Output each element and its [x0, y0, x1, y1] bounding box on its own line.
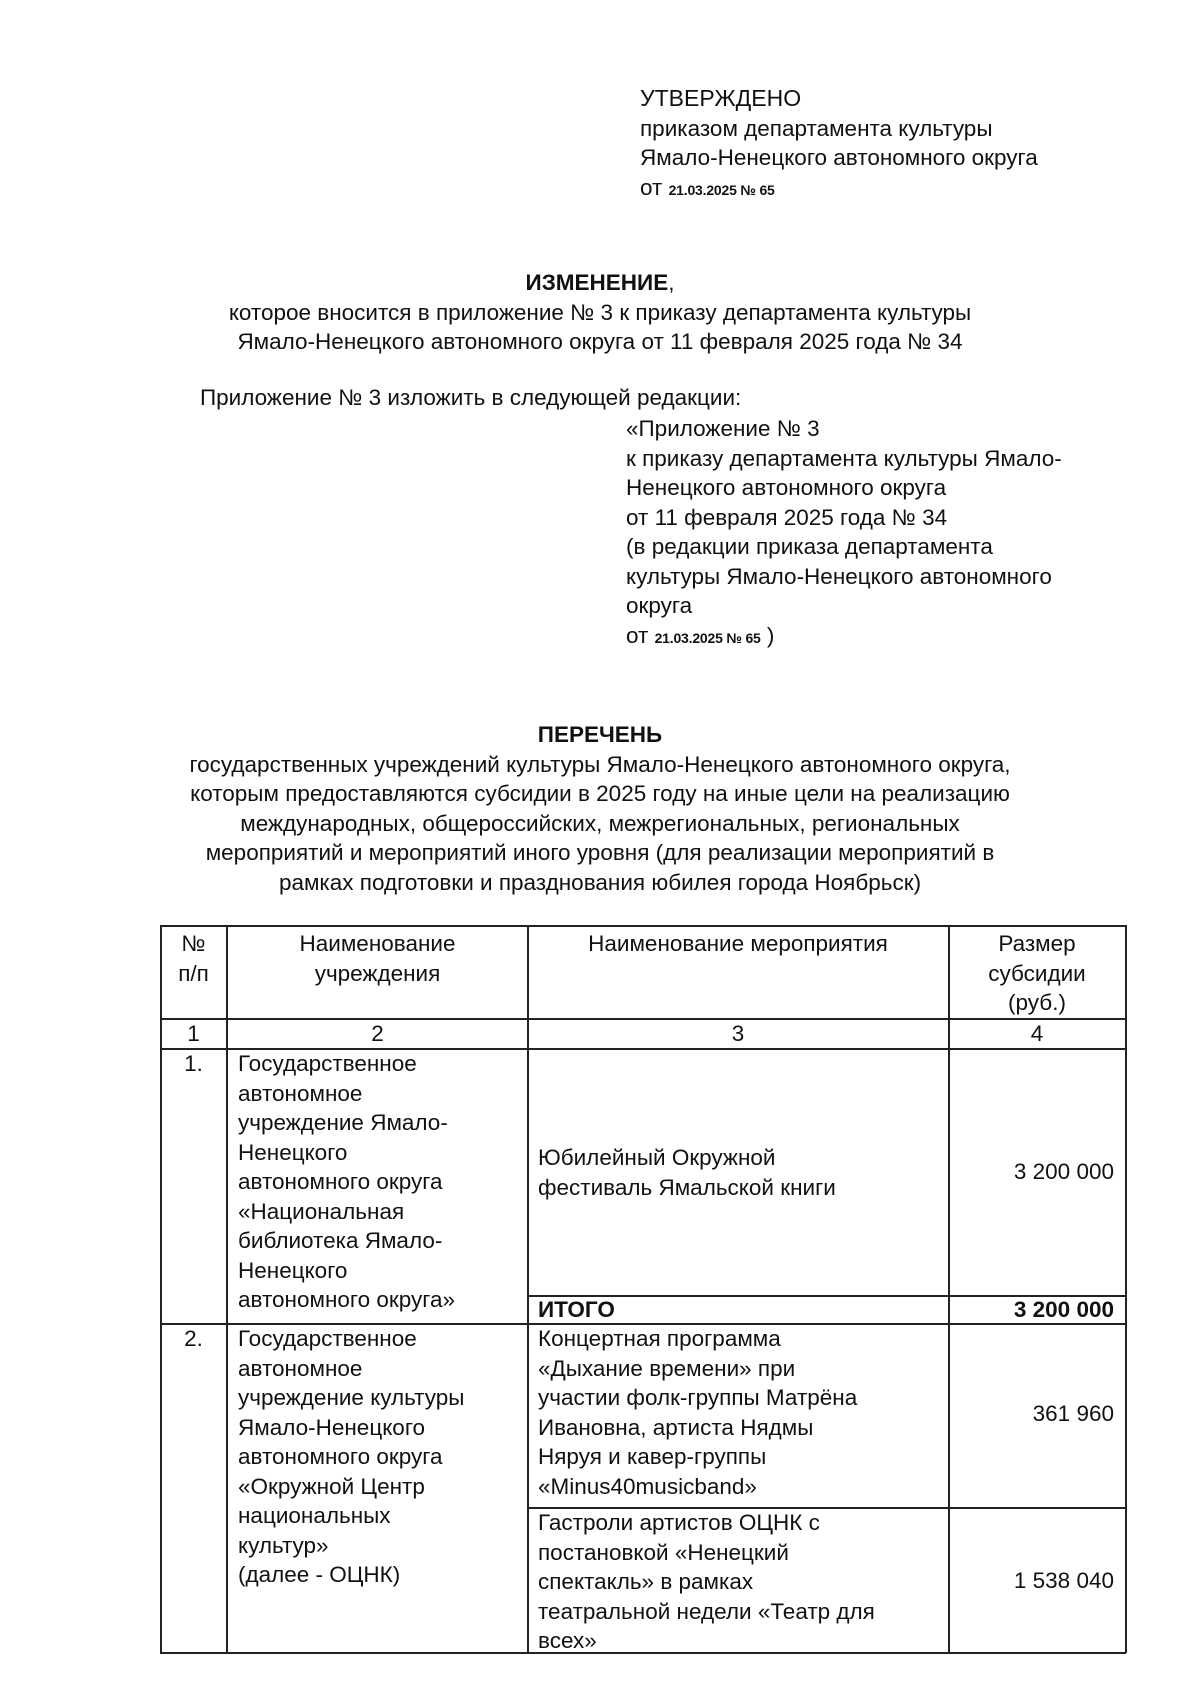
header-num	[160, 929, 227, 988]
change-line: которое вносится в приложение № 3 к приказу департамента культуры	[228, 299, 972, 325]
col-number: 3	[731, 1021, 745, 1046]
appendix-date-number: 21.03.2025 № 65	[654, 629, 761, 646]
event-name	[538, 1508, 875, 1656]
row-number: 2.	[184, 1326, 203, 1351]
institution-line: (далее - ОЦНК)	[238, 1562, 401, 1587]
institution-line: автономное	[238, 1355, 363, 1381]
approval-date	[640, 173, 1038, 206]
subsidy-amount: 361 960	[1032, 1401, 1114, 1426]
institution-line: учреждение культуры	[238, 1385, 465, 1410]
institution-name	[238, 1324, 464, 1590]
event-line: всех»	[538, 1628, 597, 1653]
appendix-line: к приказу департамента культуры Ямало-	[626, 445, 1062, 471]
event-line: постановкой «Ненецкий	[538, 1539, 789, 1565]
appendix-line: культуры Ямало-Ненецкого автономного	[626, 563, 1052, 589]
header-amount-line: (руб.)	[1008, 990, 1066, 1015]
appendix-line: от 11 февраля 2025 года № 34	[626, 504, 948, 530]
change-title-comma: ,	[668, 270, 675, 295]
institution-line: культур»	[238, 1532, 329, 1558]
institution-line: автономного округа	[238, 1169, 443, 1194]
change-line: Ямало-Ненецкого автономного округа от 11 февраля 2025 года № 34	[237, 329, 963, 354]
change-title	[0, 268, 1200, 298]
institution-name	[238, 1049, 455, 1315]
approval-block	[640, 84, 1038, 205]
approval-title: УТВЕРЖДЕНО	[640, 85, 802, 111]
appendix-date	[626, 621, 1062, 654]
subsidy-amount: 1 538 040	[1013, 1568, 1114, 1593]
row-number: 1.	[184, 1051, 203, 1076]
list-line: государственных учреждений культуры Ямало-Ненецкого автономного округа,	[189, 751, 1011, 777]
institution-line: автономное	[238, 1080, 363, 1106]
header-institution-line: Наименование	[299, 931, 456, 956]
institution-line: Ямало-Ненецкого	[238, 1414, 426, 1440]
appendix-line: Ненецкого автономного округа	[626, 475, 947, 500]
total-label: ИТОГО	[538, 1297, 615, 1322]
event-line: Концертная программа	[538, 1326, 781, 1351]
list-line: рамках подготовки и празднования юбилея города Ноябрьск)	[278, 869, 922, 895]
event-line: участии фолк-группы Матрёна	[538, 1385, 858, 1410]
event-line: Няруя и кавер-группы	[538, 1444, 767, 1469]
header-amount-line: Размер	[998, 931, 1076, 956]
appendix-line: «Приложение № 3	[626, 416, 820, 441]
event-line: «Minus40musicband»	[538, 1473, 757, 1499]
table-border	[160, 925, 1126, 927]
institution-line: Государственное	[238, 1051, 417, 1076]
header-institution	[227, 929, 528, 988]
event-line: Юбилейный Окружной	[538, 1145, 776, 1170]
appendix-date-suffix: )	[766, 622, 775, 648]
list-line: международных, общероссийских, межрегиональных, региональных	[240, 810, 960, 836]
subsidy-amount: 3 200 000	[1013, 1159, 1114, 1184]
approval-line: Ямало-Ненецкого автономного округа	[640, 145, 1038, 170]
event-line: Гастроли артистов ОЦНК с	[538, 1510, 820, 1535]
header-institution-line: учреждения	[314, 960, 441, 986]
event-line: спектакль» в рамках	[538, 1569, 754, 1594]
event-line: «Дыхание времени» при	[538, 1355, 796, 1381]
header-event	[528, 929, 948, 959]
event-name	[538, 1143, 836, 1202]
col-number: 2	[371, 1021, 384, 1046]
header-num-line: №	[181, 931, 206, 956]
event-line: Ивановна, артиста Нядмы	[538, 1414, 814, 1440]
event-name	[538, 1324, 857, 1501]
list-line: мероприятий и мероприятий иного уровня (для реализации мероприятий в	[205, 840, 995, 865]
institution-line: автономного округа	[238, 1444, 443, 1469]
institution-line: Ненецкого	[238, 1257, 348, 1283]
col-number: 1	[187, 1021, 200, 1046]
redaction-text: Приложение № 3 изложить в следующей редакции:	[200, 385, 742, 410]
approval-line: приказом департамента культуры	[640, 115, 993, 141]
event-line: театральной недели «Театр для	[538, 1598, 875, 1624]
institution-line: Государственное	[238, 1326, 417, 1351]
header-num-line: п/п	[178, 960, 209, 986]
institution-line: национальных	[238, 1503, 391, 1528]
list-title: ПЕРЕЧЕНЬ	[537, 722, 663, 747]
institution-line: учреждение Ямало-	[238, 1110, 448, 1135]
appendix-block	[626, 414, 1062, 653]
total-amount: 3 200 000	[1013, 1297, 1114, 1322]
header-event-line: Наименование мероприятия	[588, 931, 888, 956]
approval-date-prefix: от	[640, 174, 663, 200]
approval-date-number: 21.03.2025 № 65	[668, 181, 775, 198]
institution-line: Ненецкого	[238, 1139, 348, 1165]
list-block	[0, 720, 1200, 897]
institution-line: «Окружной Центр	[238, 1473, 425, 1499]
appendix-line: (в редакции приказа департамента	[626, 534, 993, 559]
change-title-text: ИЗМЕНЕНИЕ	[525, 270, 669, 295]
header-amount-line: субсидии	[988, 960, 1086, 986]
appendix-line: округа	[626, 593, 693, 618]
institution-line: автономного округа»	[238, 1287, 455, 1312]
event-line: фестиваль Ямальской книги	[538, 1174, 836, 1200]
subsidy-table	[160, 925, 1126, 1653]
col-number: 4	[1030, 1021, 1044, 1046]
header-amount	[948, 929, 1126, 1018]
institution-line: «Национальная	[238, 1198, 405, 1224]
list-line: которым предоставляются субсидии в 2025 году на иные цели на реализацию	[190, 781, 1010, 806]
change-block	[0, 268, 1200, 357]
institution-line: библиотека Ямало-	[238, 1228, 443, 1253]
appendix-date-prefix: от	[626, 622, 649, 648]
